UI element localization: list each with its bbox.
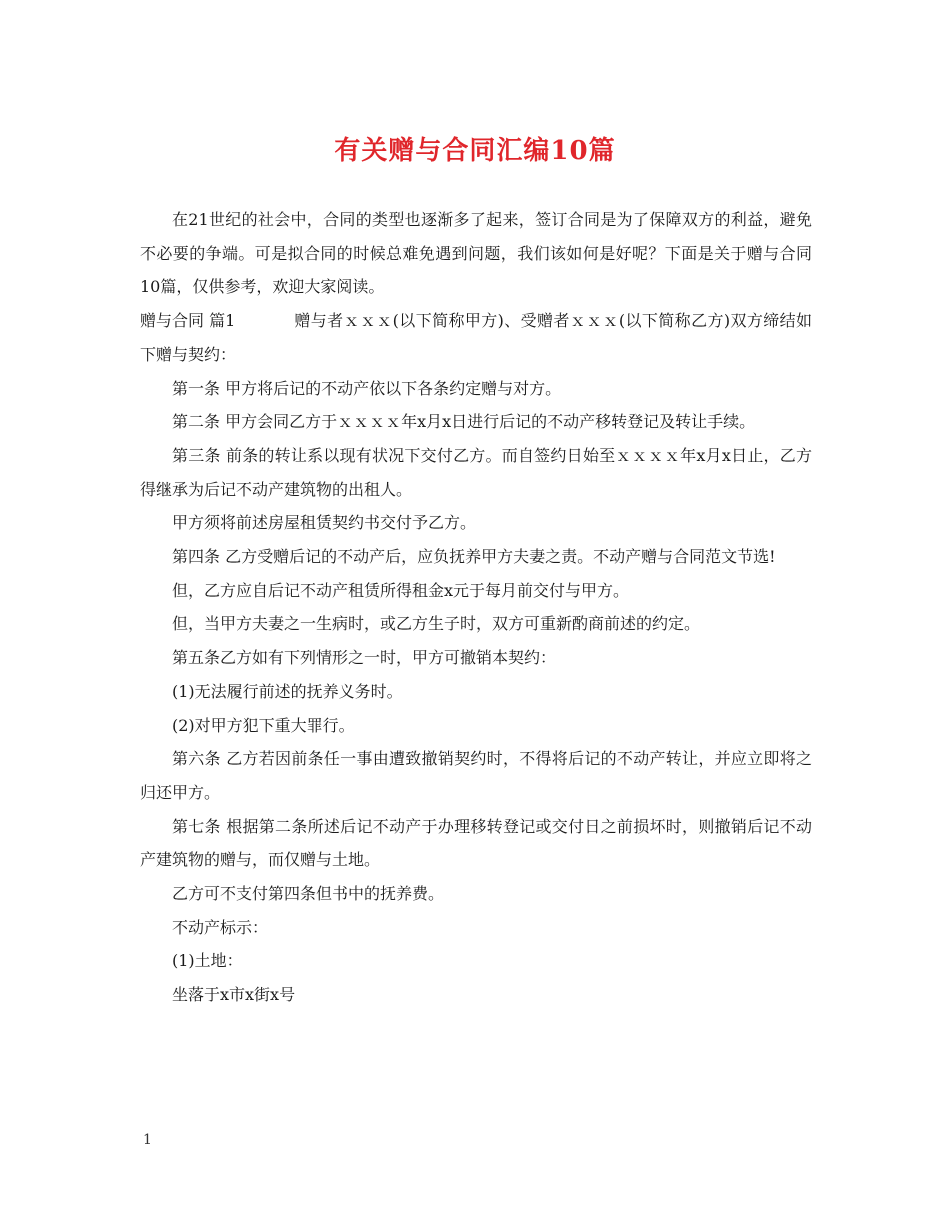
clause-paragraph: 乙方可不支付第四条但书中的抚养费。 [172, 884, 445, 904]
clause-paragraph: 第五条乙方如有下列情形之一时，甲方可撤销本契约： [172, 648, 557, 668]
clause-paragraph: (2)对甲方犯下重大罪行。 [172, 715, 355, 735]
page-title: 有关赠与合同汇编10篇 [334, 136, 616, 166]
clause-paragraph: 不动产标示： [172, 917, 269, 937]
clause-paragraph: 第二条 甲方会同乙方于ｘｘｘｘ年x月x日进行后记的不动产移转登记及转让手续。 [172, 412, 756, 432]
clause-paragraph: 第四条 乙方受赠后记的不动产后，应负抚养甲方夫妻之责。不动产赠与合同范文节选! [172, 547, 776, 567]
clause-paragraph: 第一条 甲方将后记的不动产依以下各条约定赠与对方。 [172, 378, 562, 398]
clause-paragraph: 甲方须将前述房屋租赁契约书交付予乙方。 [172, 513, 477, 533]
clause-paragraph: 但，乙方应自后记不动产租赁所得租金x元于每月前交付与甲方。 [172, 580, 630, 600]
section-heading [140, 304, 812, 371]
clause-paragraph: 第七条 根据第二条所述后记不动产于办理移转登记或交付日之前损坏时，则撤销后记不动产建筑物的赠与，而仅赠与土地。 [140, 816, 812, 870]
intro-paragraph: 在21世纪的社会中，合同的类型也逐渐多了起来，签订合同是为了保障双方的利益，避免不必要的争端。可是拟合同的时候总难免遇到问题，我们该如何是好呢？下面是关于赠与合同10篇，仅供参考，欢迎大家阅读。 [140, 210, 812, 297]
clause-paragraph: 第三条 前条的转让系以现有状况下交付乙方。而自签约日始至ｘｘｘｘ年x月x日止，乙方得继承为后记不动产建筑物的出租人。 [140, 445, 812, 499]
clause-paragraph: (1)无法履行前述的抚养义务时。 [172, 681, 403, 701]
section-lead: 赠与者ｘｘｘ(以下简称甲方)、受赠者ｘｘｘ(以下简称乙方)双方缔结如下赠与契约： [140, 311, 812, 364]
clause-paragraph: 第六条 乙方若因前条任一事由遭致撤销契约时，不得将后记的不动产转让，并应立即将之归还甲方。 [140, 749, 812, 802]
document-body [140, 203, 812, 1012]
section-label: 赠与合同 篇1 [140, 311, 236, 331]
clause-paragraph: 但，当甲方夫妻之一生病时，或乙方生子时，双方可重新酌商前述的约定。 [172, 614, 701, 634]
page-number: 1 [143, 1132, 152, 1148]
clause-paragraph: 坐落于x市x街x号 [172, 985, 296, 1005]
clause-paragraph: (1)土地： [172, 951, 243, 971]
